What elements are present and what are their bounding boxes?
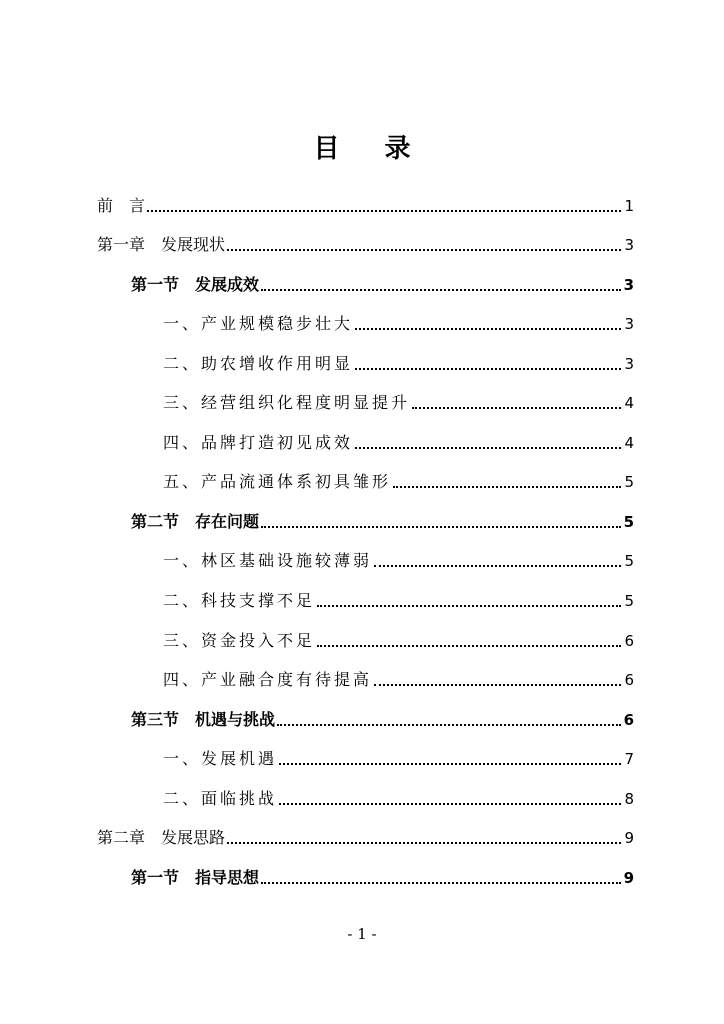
dot-leader [374,565,621,567]
toc-entry-label: 四、品牌打造初见成效 [163,433,354,452]
page-title: 目 录 [313,134,429,164]
toc-entry-preface[interactable] [97,188,634,216]
toc-entry-page: 1 [624,197,634,215]
toc-entry-chapter-2[interactable] [97,820,634,848]
dot-leader [277,724,621,726]
toc-entry-item[interactable] [163,464,634,492]
toc-entry-label: 第二章 发展思路 [97,828,226,847]
toc-entry-item[interactable] [163,543,634,571]
dot-leader [279,763,621,765]
toc-entry-section-1-1[interactable] [131,267,634,295]
toc-entry-page: 5 [624,552,634,570]
toc-entry-section-1-2[interactable] [131,504,634,532]
toc-entry-item[interactable] [163,583,634,611]
toc-entry-label: 二、助农增收作用明显 [163,354,354,373]
dot-leader [355,368,621,370]
toc-entry-label: 四、产业融合度有待提高 [163,670,373,689]
toc-entry-page: 3 [624,236,634,254]
dot-leader [393,486,621,488]
toc-entry-page: 6 [623,711,634,729]
toc-entry-label: 三、经营组织化程度明显提升 [163,393,411,412]
toc-entry-label: 前 言 [97,196,146,215]
toc-entry-item[interactable] [163,781,634,809]
toc-entry-page: 7 [624,750,634,768]
toc-entry-label: 第一章 发展现状 [97,235,226,254]
toc-entry-page: 6 [624,632,634,650]
toc-entry-label: 三、资金投入不足 [163,631,316,650]
toc-entry-page: 5 [624,592,634,610]
dot-leader [261,289,621,291]
toc-entry-page: 5 [623,513,634,531]
toc-entry-page: 6 [624,671,634,689]
toc-entry-item[interactable] [163,425,634,453]
toc-entry-page: 9 [624,829,634,847]
dot-leader [279,803,621,805]
toc-entry-label: 五、产品流通体系初具雏形 [163,472,392,491]
toc-entry-chapter-1[interactable] [97,227,634,255]
toc-entry-item[interactable] [163,623,634,651]
toc-entry-page: 3 [623,276,634,294]
toc-entry-item[interactable] [163,385,634,413]
toc-entry-label: 第一节 指导思想 [131,868,260,887]
toc-entry-label: 第三节 机遇与挑战 [131,710,276,729]
toc-entry-page: 4 [624,434,634,452]
toc-entry-page: 3 [624,315,634,333]
dot-leader [227,249,621,251]
toc-entry-page: 5 [624,473,634,491]
dot-leader [261,526,621,528]
toc-entry-label: 一、产业规模稳步壮大 [163,314,354,333]
toc-entry-label: 第一节 发展成效 [131,275,260,294]
toc-entry-item[interactable] [163,346,634,374]
dot-leader [355,447,621,449]
toc-entry-label: 一、发展机遇 [163,749,278,768]
toc-entry-section-1-3[interactable] [131,702,634,730]
dot-leader [317,605,621,607]
toc-entry-page: 8 [624,790,634,808]
toc-entry-label: 第二节 存在问题 [131,512,260,531]
toc-entry-item[interactable] [163,741,634,769]
toc-entry-page: 3 [624,355,634,373]
toc-entry-label: 一、林区基础设施较薄弱 [163,551,373,570]
toc-entry-page: 4 [624,394,634,412]
toc-entry-item[interactable] [163,306,634,334]
dot-leader [317,645,621,647]
dot-leader [261,882,621,884]
dot-leader [147,210,621,212]
page-number-footer: - 1 - [347,925,377,943]
toc-entry-label: 二、科技支撑不足 [163,591,316,610]
toc-entry-page: 9 [623,869,634,887]
dot-leader [412,407,621,409]
dot-leader [374,684,621,686]
toc-entry-section-2-1[interactable] [131,860,634,888]
toc-entry-item[interactable] [163,662,634,690]
dot-leader [355,328,621,330]
toc-entry-label: 二、面临挑战 [163,789,278,808]
dot-leader [227,842,621,844]
